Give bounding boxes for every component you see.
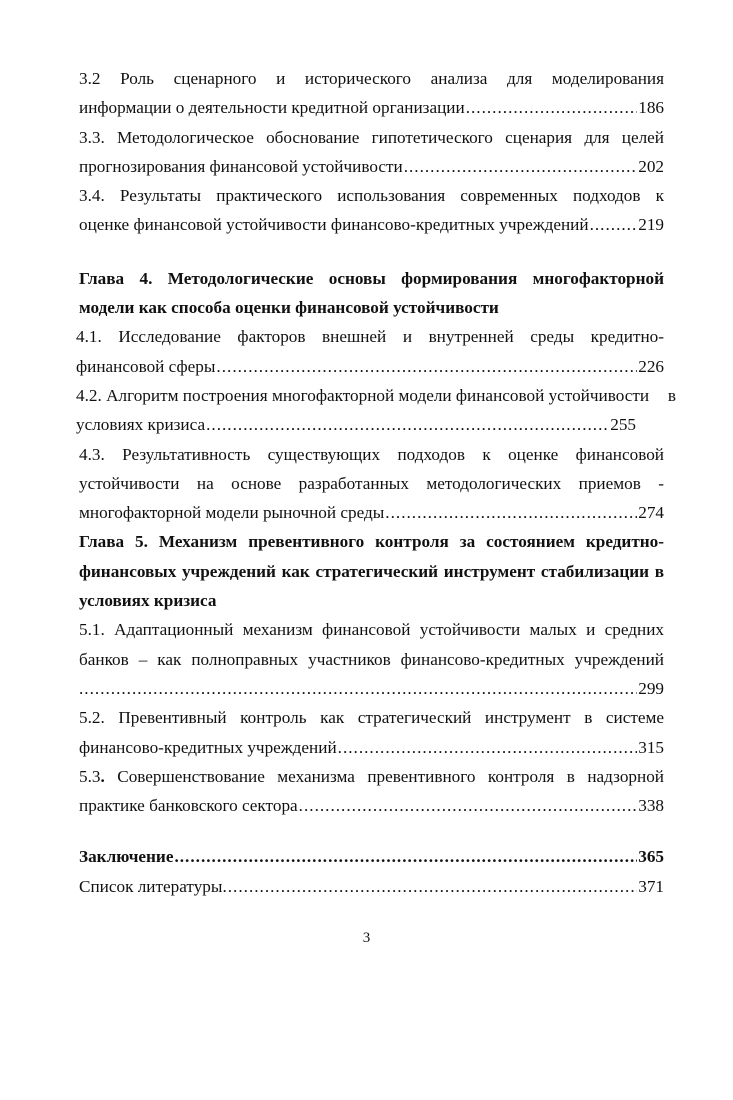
toc-entry-4-3-page: 274	[638, 503, 664, 523]
toc-entry-5-1-line1: 5.1. Адаптационный механизм финансовой устойчивости малых и средних	[79, 620, 664, 640]
chapter-5-heading-line1: Глава 5. Механизм превентивного контроля за состоянием кредитно-	[79, 532, 664, 552]
toc-entry-4-1-line2	[76, 352, 664, 381]
toc-entry-4-3-line3	[79, 498, 664, 527]
dot-leader	[228, 872, 637, 901]
toc-entry-3-2-page: 186	[638, 98, 664, 118]
toc-entry-3-3-page: 202	[638, 156, 664, 176]
toc-entry-5-1-line2: банков – как полноправных участников финансово-кредитных учреждений	[79, 649, 664, 669]
toc-entry-5-3-title-cont: практике банковского сектора	[79, 796, 298, 816]
toc-entry-references-title: Список литературы.	[79, 876, 227, 896]
toc-entry-3-2-line2	[79, 93, 664, 122]
dot-leader	[385, 498, 637, 527]
chapter-4-heading-line2: модели как способа оценки финансовой устойчивости	[79, 298, 499, 318]
toc-entry-5-2-title: финансово-кредитных учреждений	[79, 737, 337, 757]
toc-entry-conclusion	[79, 842, 664, 871]
toc-entry-3-4-line2	[79, 210, 664, 239]
dot-leader	[466, 93, 638, 122]
toc-entry-4-3-title: многофакторной модели рыночной среды	[79, 503, 385, 523]
toc-entry-3-3-line2	[79, 152, 664, 181]
spacer	[79, 820, 664, 842]
toc-entry-4-2-line1	[76, 381, 676, 410]
toc-entry-5-1-line3	[79, 674, 664, 703]
dot-leader	[338, 733, 638, 762]
toc-entry-3-2-title: информации о деятельности кредитной организации	[79, 98, 465, 118]
toc-entry-4-1-line1: 4.1. Исследование факторов внешней и внутренней среды кредитно-	[76, 327, 664, 347]
spacer	[79, 240, 664, 264]
dot-leader	[174, 842, 637, 871]
chapter-5-heading-line3: условиях кризиса	[79, 591, 217, 611]
toc-entry-references	[79, 872, 664, 901]
toc-entry-3-3-title: прогнозирования финансовой устойчивости	[79, 156, 403, 176]
toc-entry-4-2-title: 4.2. Алгоритм построения многофакторной модели финансовой устойчивости	[76, 385, 650, 405]
toc-entry-4-1-title: финансовой сферы	[76, 356, 216, 376]
dot-leader	[216, 352, 637, 381]
toc-entry-5-2-line1: 5.2. Превентивный контроль как стратегический инструмент в системе	[79, 708, 664, 728]
toc-entry-4-2-page: 255	[610, 415, 636, 435]
toc-entry-conclusion-page: 365	[638, 847, 664, 867]
toc-entry-3-2-line1: 3.2 Роль сценарного и исторического анализа для моделирования	[79, 69, 664, 88]
toc-entry-5-1-page: 299	[638, 678, 664, 698]
page-number: 3	[362, 930, 371, 946]
toc-entry-5-3-number-dot: .	[100, 766, 105, 786]
toc-entry-3-4-line1: 3.4. Результаты практического использования современных подходов к	[79, 186, 664, 206]
toc-entry-4-2-line2	[76, 410, 636, 439]
chapter-4-heading-line1: Глава 4. Методологические основы формирования многофакторной	[79, 268, 664, 288]
toc-entry-conclusion-title: Заключение	[79, 847, 174, 867]
toc-entry-5-3-page: 338	[638, 796, 664, 816]
dot-leader	[404, 152, 638, 181]
dot-leader	[299, 791, 638, 820]
dot-leader	[79, 674, 637, 703]
dot-leader	[590, 210, 638, 239]
toc-entry-3-4-page: 219	[638, 215, 664, 235]
chapter-5-heading-line2: финансовых учреждений как стратегический инструмент стабилизации в	[79, 561, 664, 581]
toc-entry-5-3-title: Совершенствование механизма превентивного контроля в надзорной	[104, 766, 664, 786]
toc-entry-5-2-line2	[79, 733, 664, 762]
toc-entry-5-2-page: 315	[638, 737, 664, 757]
toc-entry-5-3-line1	[79, 762, 664, 791]
table-of-contents	[76, 64, 676, 901]
toc-entry-4-3-line2: устойчивости на основе разработанных методологических приемов -	[79, 473, 664, 493]
toc-entry-4-3-line1: 4.3. Результативность существующих подходов к оценке финансовой	[79, 444, 664, 464]
toc-entry-references-page: 371	[638, 876, 664, 896]
toc-entry-5-3-number: 5.3	[79, 766, 101, 786]
dot-leader	[206, 410, 609, 439]
toc-entry-3-4-title: оценке финансовой устойчивости финансово-кредитных учреждений	[79, 215, 589, 235]
toc-entry-4-1-page: 226	[638, 356, 664, 376]
toc-entry-3-3-line1: 3.3. Методологическое обоснование гипотетического сценария для целей	[79, 127, 664, 147]
toc-entry-4-2-title-cont: условиях кризиса	[76, 415, 206, 435]
toc-entry-5-3-line2	[79, 791, 664, 820]
toc-entry-4-2-tail: в	[667, 385, 676, 405]
